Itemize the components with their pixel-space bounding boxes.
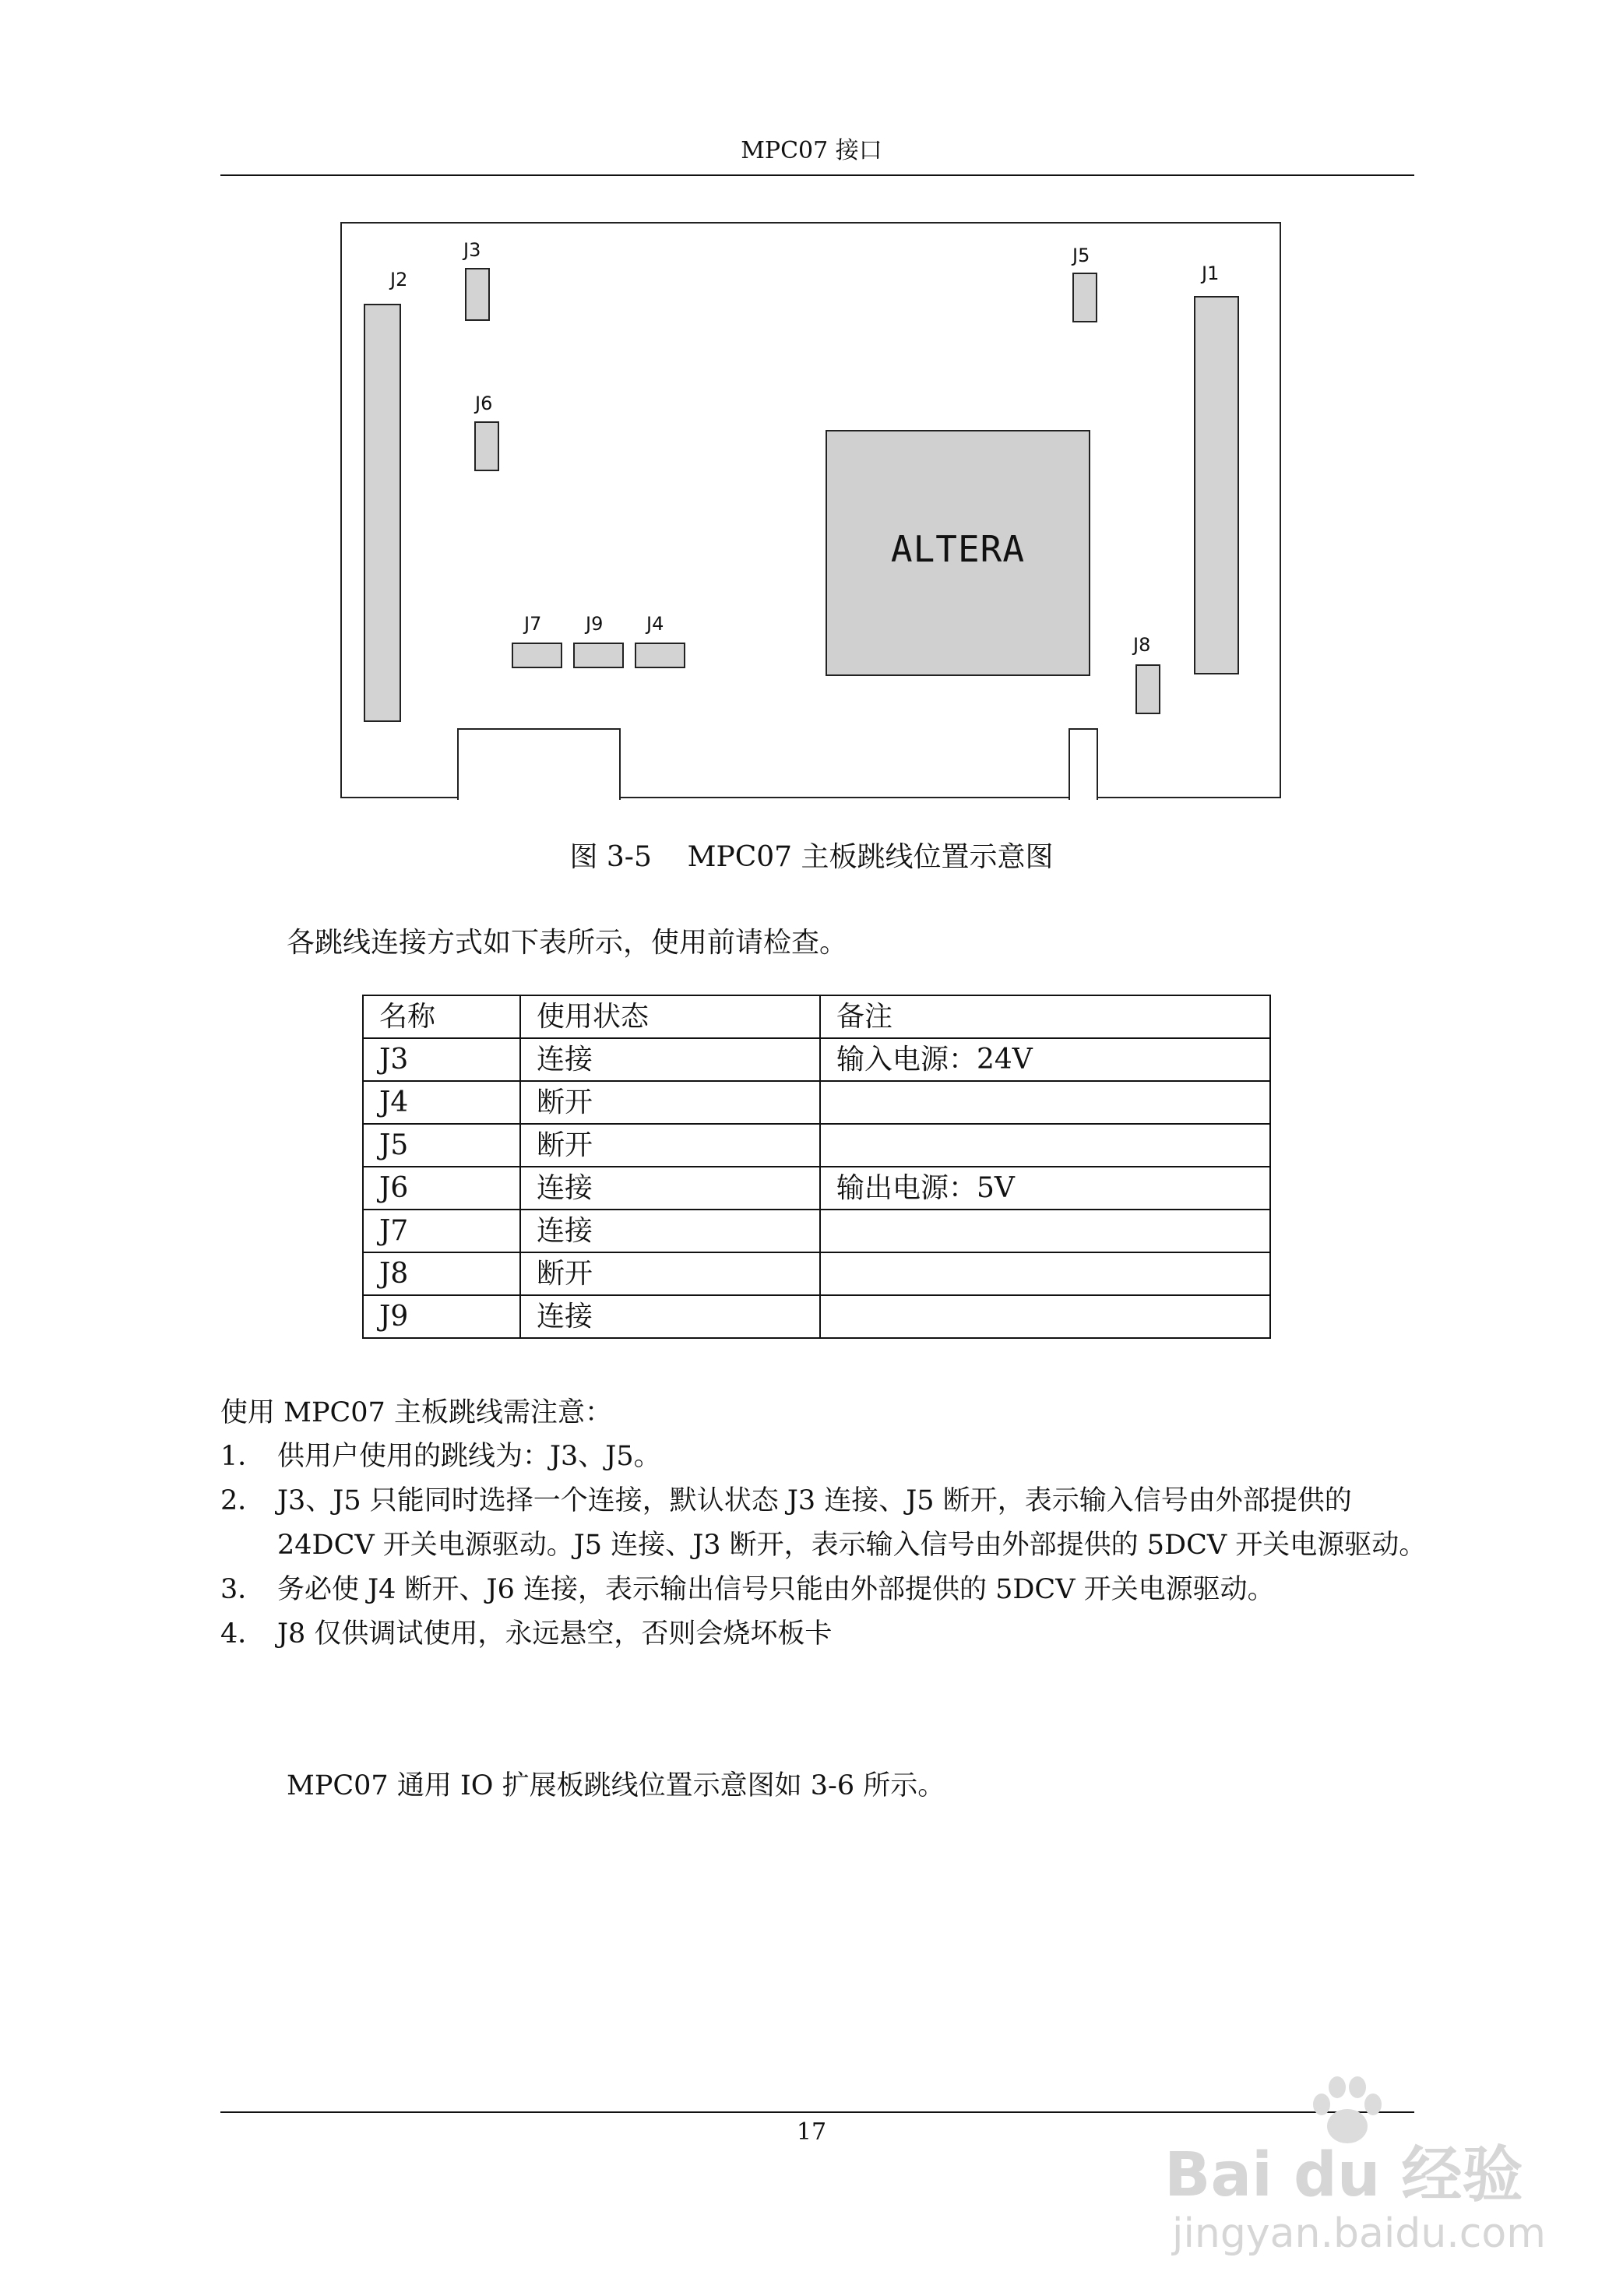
cell-status: 断开 <box>520 1252 820 1295</box>
label-j5: J5 <box>1072 245 1090 266</box>
cell-remark <box>820 1252 1270 1295</box>
board-diagram <box>340 222 1281 798</box>
label-j9: J9 <box>586 613 604 635</box>
table-row <box>363 1252 1270 1295</box>
connector-j7 <box>512 643 562 668</box>
note-text: J8 仅供调试使用，永远悬空，否则会烧坏板卡 <box>277 1618 833 1650</box>
cell-status: 连接 <box>520 1038 820 1081</box>
edge-slot-right <box>1069 728 1098 800</box>
cell-status: 断开 <box>520 1081 820 1124</box>
table-row <box>363 1210 1270 1252</box>
intro-paragraph: 各跳线连接方式如下表所示，使用前请检查。 <box>287 927 848 959</box>
watermark-url: jingyan.baidu.com <box>1172 2210 1546 2257</box>
cell-name: J6 <box>363 1167 520 1210</box>
label-j6: J6 <box>475 393 493 414</box>
connector-j3 <box>465 268 490 321</box>
cell-name: J4 <box>363 1081 520 1124</box>
cell-name: J5 <box>363 1124 520 1167</box>
list-item <box>220 1479 1435 1568</box>
label-j8: J8 <box>1133 634 1151 656</box>
connector-j9 <box>573 643 624 668</box>
chip-label: ALTERA <box>890 528 1026 570</box>
figure-caption: 图 3-5 MPC07 主板跳线位置示意图 <box>569 841 1054 873</box>
notes-heading: 使用 MPC07 主板跳线需注意： <box>220 1397 612 1428</box>
baidu-watermark <box>1164 2072 1600 2282</box>
cell-name: J8 <box>363 1252 520 1295</box>
edge-slot-left <box>457 728 621 800</box>
note-text: J3、J5 只能同时选择一个连接，默认状态 J3 连接、J5 断开，表示输入信号由外部提供的 24DCV 开关电源驱动。J5 连接、J3 断开，表示输入信号由外部提供的 5DCV 开关电源驱动。 <box>277 1485 1427 1561</box>
label-j1: J1 <box>1202 262 1220 284</box>
notes-list <box>220 1435 1435 1657</box>
table-row <box>363 1081 1270 1124</box>
note-number: 4． <box>220 1618 266 1650</box>
note-number: 2． <box>220 1485 266 1516</box>
table-row <box>363 1167 1270 1210</box>
note-text: 供用户使用的跳线为：J3、J5。 <box>277 1441 661 1472</box>
cell-name: J7 <box>363 1210 520 1252</box>
connector-j5 <box>1072 273 1097 322</box>
table-row <box>363 1124 1270 1167</box>
header-status: 使用状态 <box>520 995 820 1038</box>
table-header-row <box>363 995 1270 1038</box>
header-name: 名称 <box>363 995 520 1038</box>
label-j2: J2 <box>390 269 408 291</box>
cell-remark: 输出电源：5V <box>820 1167 1270 1210</box>
cell-name: J3 <box>363 1038 520 1081</box>
page-header-title: MPC07 接口 <box>741 137 882 164</box>
cell-remark <box>820 1124 1270 1167</box>
cell-name: J9 <box>363 1295 520 1338</box>
altera-chip <box>826 430 1090 676</box>
page-number: 17 <box>796 2118 827 2146</box>
label-j4: J4 <box>646 613 664 635</box>
note-number: 1． <box>220 1441 266 1472</box>
list-item <box>220 1568 1435 1612</box>
cell-remark: 输入电源：24V <box>820 1038 1270 1081</box>
list-item <box>220 1612 1435 1657</box>
connector-j4 <box>635 643 685 668</box>
note-text: 务必使 J4 断开、J6 连接，表示输出信号只能由外部提供的 5DCV 开关电源驱动。 <box>277 1574 1275 1605</box>
connector-j6 <box>474 421 499 471</box>
cell-remark <box>820 1081 1270 1124</box>
connector-j1 <box>1194 296 1239 674</box>
closing-paragraph: MPC07 通用 IO 扩展板跳线位置示意图如 3-6 所示。 <box>287 1770 945 1801</box>
cell-status: 断开 <box>520 1124 820 1167</box>
header-remark: 备注 <box>820 995 1270 1038</box>
note-number: 3． <box>220 1574 266 1605</box>
cell-remark <box>820 1210 1270 1252</box>
label-j7: J7 <box>524 613 542 635</box>
header-rule <box>220 174 1414 176</box>
table-row <box>363 1295 1270 1338</box>
list-item <box>220 1435 1435 1479</box>
connector-j8 <box>1135 664 1160 714</box>
label-j3: J3 <box>463 239 481 261</box>
connector-j2 <box>364 304 401 722</box>
table-row <box>363 1038 1270 1081</box>
cell-status: 连接 <box>520 1167 820 1210</box>
cell-remark <box>820 1295 1270 1338</box>
jumper-table <box>362 995 1271 1339</box>
cell-status: 连接 <box>520 1210 820 1252</box>
cell-status: 连接 <box>520 1295 820 1338</box>
watermark-brand: Bai du 经验 <box>1164 2140 1523 2210</box>
